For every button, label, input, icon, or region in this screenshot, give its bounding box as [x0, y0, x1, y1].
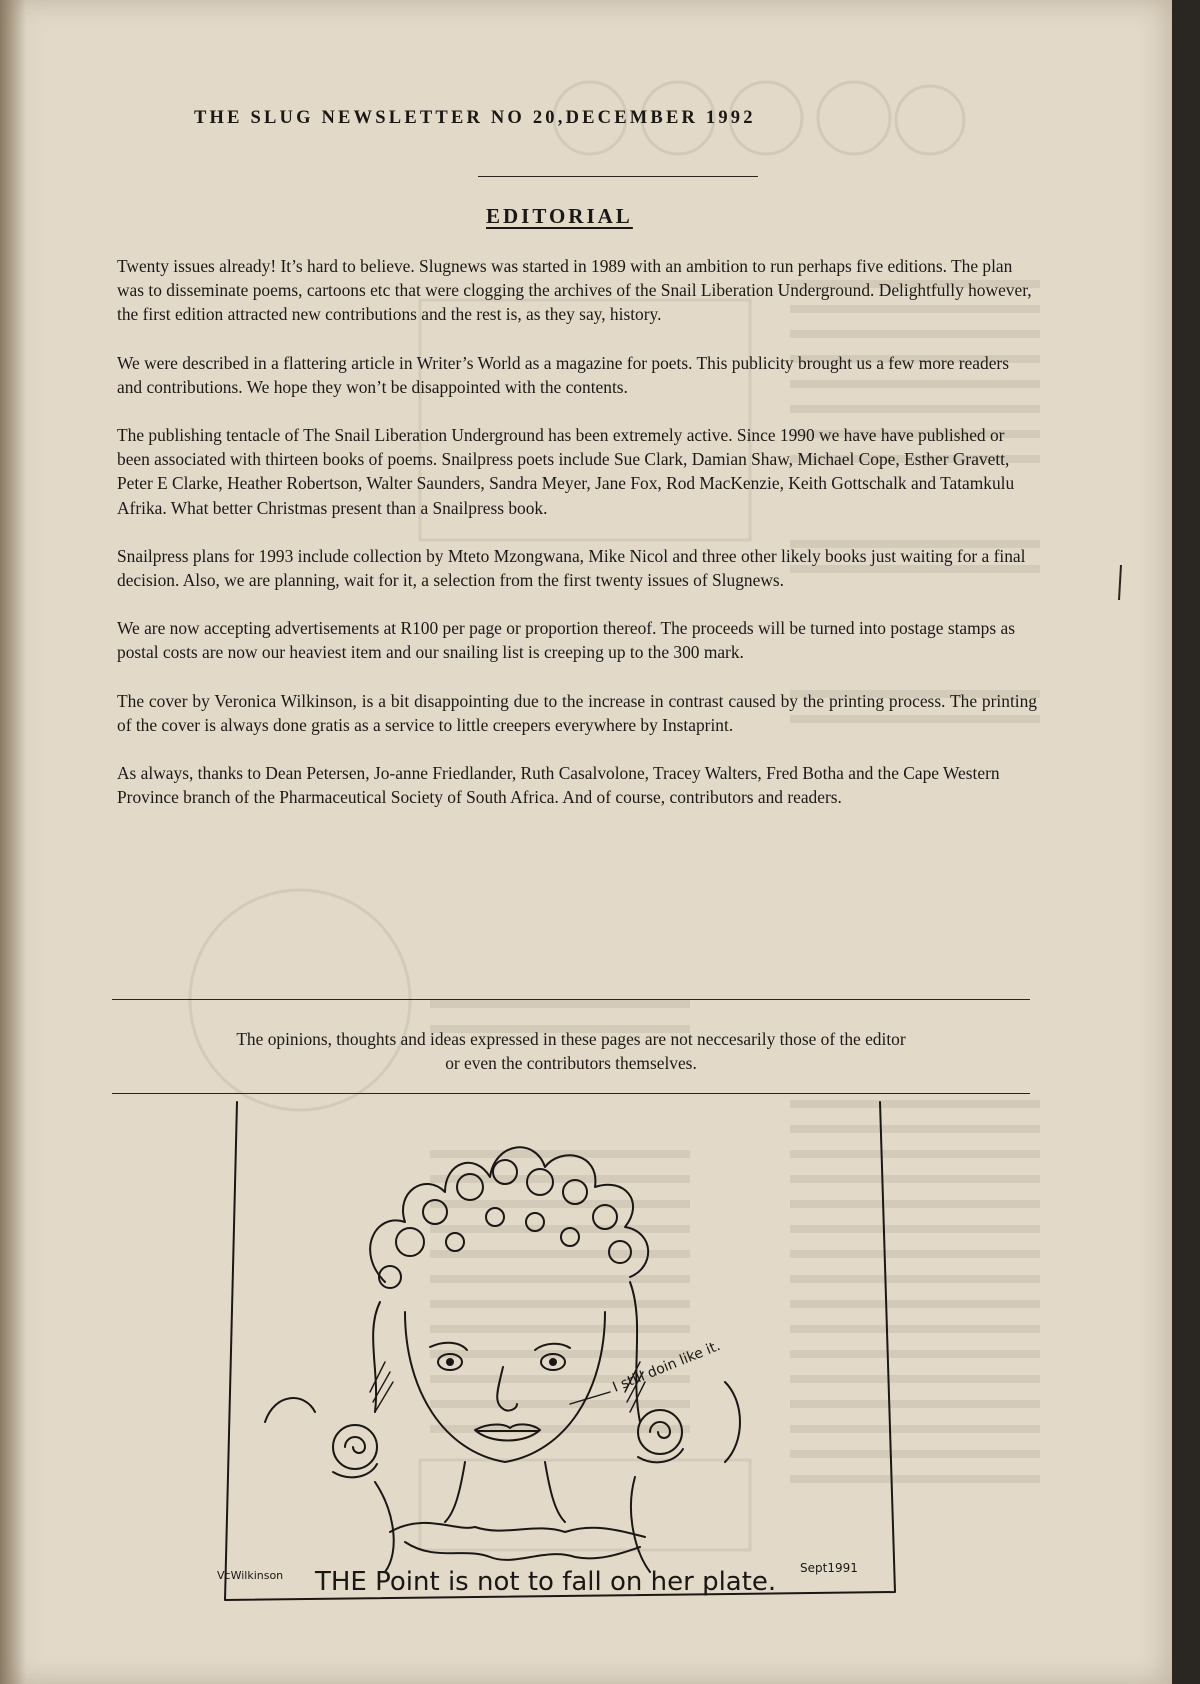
editorial-paragraph: We are now accepting advertisements at R100 per page or proportion thereof. The proceeds will be turned into postage stamps as postal costs are now our heaviest item and our snailing list is creeping up to the 300 mark. — [117, 618, 1015, 663]
editorial-paragraph: The publishing tentacle of The Snail Liberation Underground has been extremely active. Since 1990 we have have published or been associated with thirteen books of poems. Snailpress poets include Sue Clark, Damian Shaw, Michael Cope, Esther Gravett, Peter E Clarke, Heather Robertson, Walter Saunders, Sandra Meyer, Jane Fox, Rod MacKenzie, Keith Gottschalk and Tatamkulu Afrika. What better Christmas present than a Snailpress book. — [117, 425, 1015, 518]
speech-text: I still doin like it. — [610, 1338, 723, 1396]
speech-pointer — [570, 1392, 610, 1404]
face — [405, 1312, 605, 1462]
hair-hatching — [370, 1362, 645, 1412]
editorial-paragraph: Snailpress plans for 1993 include collection by Mteto Mzongwana, Mike Nicol and three other likely books just waiting for a final decision. Also, we are planning, wait for it, a selection from the first twenty issues of Slugnews. — [117, 545, 1026, 591]
cartoon-frame — [225, 1102, 895, 1600]
editorial-paragraph: We were described in a flattering article in Writer’s World as a magazine for poets. This publicity brought us a few more readers and contributions. We hope they won’t be disappointed with the contents. — [117, 352, 1009, 397]
editorial-paragraph: Twenty issues already! It’s hard to believe. Slugnews was started in 1989 with an ambition to run perhaps five editions. The plan was to disseminate poems, cartoons etc that were clogging the archives of the Snail Liberation Underground. Delightfully however, the first edition attracted new contributions and the rest is, as they say, history. — [117, 256, 1032, 325]
date-signature: Sept1991 — [800, 1561, 858, 1575]
cartoon-sketch — [205, 1092, 905, 1612]
stray-mark — [1119, 565, 1121, 600]
disclaimer-line-2: or even the contributors themselves. — [445, 1053, 697, 1073]
title-underline-rule — [478, 176, 758, 177]
disclaimer-rule-top — [112, 999, 1030, 1000]
editorial-body — [117, 254, 1037, 833]
editorial-heading: EDITORIAL — [486, 204, 633, 228]
snail-earring-left — [265, 1398, 377, 1477]
newsletter-title: THE SLUG NEWSLETTER NO 20,DECEMBER 1992 — [194, 108, 756, 128]
binding-shadow — [0, 0, 26, 1684]
curly-hair — [370, 1147, 648, 1422]
snail-earring-right — [638, 1382, 740, 1462]
editorial-paragraph: As always, thanks to Dean Petersen, Jo-anne Friedlander, Ruth Casalvolone, Tracey Walters, Fred Botha and the Cape Western Province branch of the Pharmaceutical Society of South Africa. And of course, contributors and readers. — [117, 763, 1000, 808]
disclaimer — [112, 1027, 1030, 1075]
cartoon-caption: THE Point is not to fall on her plate. — [315, 1567, 777, 1597]
editorial-paragraph: The cover by Veronica Wilkinson, is a bit disappointing due to the increase in contrast caused by the printing process. The printing of the cover is always done gratis as a service to little creepers everywhere by Instaprint. — [117, 690, 1037, 735]
artist-signature: VcWilkinson — [217, 1569, 284, 1582]
disclaimer-line-1: The opinions, thoughts and ideas expressed in these pages are not neccesarily those of the editor — [236, 1029, 906, 1049]
neck-and-collar — [375, 1462, 650, 1572]
